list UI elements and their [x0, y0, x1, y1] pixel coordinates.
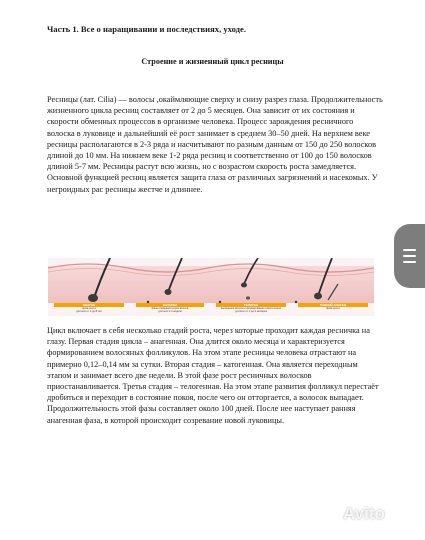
paragraph-structure: Ресницы (лат. Cilia) — волосы ,окаймляющие сверху и снизу разрез глаза. Продолжительность жизненного цикла ресниц составляет от 2 до 5 месяцев. Она зависит от их состояния и скорости обменных процессов в организме человека. Процесс зарождения ресничного волоска в луковице и дальнейший её рост занимает в среднем 30–50 дней. На верхнем веке ресницы располагаются в 2-3 ряда и насчитывают по разным данным от 150 до 250 волосков длиной до 10 мм. На нижнем веке 1-2 ряда ресниц и соответственно от 100 до 150 волосков длиной 5-7 мм. Ресницы растут всю жизнь, но с возрастом скорость роста замедляется. Основной функцией ресниц является защита глаза от различных загрязнений и насекомых. У негроидных рас ресницы жестче и длиннее.: [47, 95, 383, 194]
stage-catagen: [130, 303, 210, 316]
scroll-handle[interactable]: [394, 224, 425, 288]
stage-anagen: [48, 303, 130, 316]
stage-name: КАТАГЕН: [136, 303, 204, 307]
paragraph-growth-cycle: Цикл включает в себя несколько стадий роста, через которые проходит каждая ресничка на глазу. Первая стадия цикла – анагенная. Она длится около месяца и характеризуется формированием волосяных фолликулов. На этом этапе ресницы человека отрастают на примерно 0,12–0,14 мм за сутки. Вторая стадия – катогенная. Она является переходным этапом и занимает всего две недели. В этой фазе рост ресничных волосков приостанавливается. Третья стадия – телогенная. На этом этапе развития фолликул перестаёт дробиться и переходит в состояние покоя, после чего он отторгается, а волосок выпадает. Продолжительность этой фазы составляет около 100 дней. После нее наступает ранняя анагенная фаза, в которой происходит созревание новой луковицы.: [47, 326, 379, 425]
stage-caption: выпадение волоса и формирование нового корня: [220, 307, 281, 310]
eyelash-growth-cycle-illustration: [48, 258, 374, 316]
stage-duration: длиться от 1 до 4 месяцев: [235, 310, 267, 314]
stage-name: РАННИЙ АНАГЕН: [298, 303, 368, 307]
avito-logo-icon: [319, 507, 339, 527]
part-title: Часть 1. Все о наращивании и последствиях, уходе.: [47, 24, 246, 34]
stage-caption: фаза отмирания корня волоса: [151, 307, 189, 310]
stage-caption: фаза роста: [82, 307, 96, 310]
stage-duration: длиться 2-3 недели: [158, 310, 182, 314]
stage-early-anagen: [292, 303, 374, 316]
stage-duration: длиться от 2 до 8 лет: [76, 310, 102, 314]
avito-watermark: Avito: [343, 504, 385, 523]
stage-name: АНАГЕН: [54, 303, 124, 307]
stage-caption: фаза роста: [326, 307, 340, 310]
stage-name: ТЕЛОГЕН: [216, 303, 286, 307]
stage-telogen: [210, 303, 292, 316]
section-title: Строение и жизненный цикл ресницы: [141, 57, 284, 66]
